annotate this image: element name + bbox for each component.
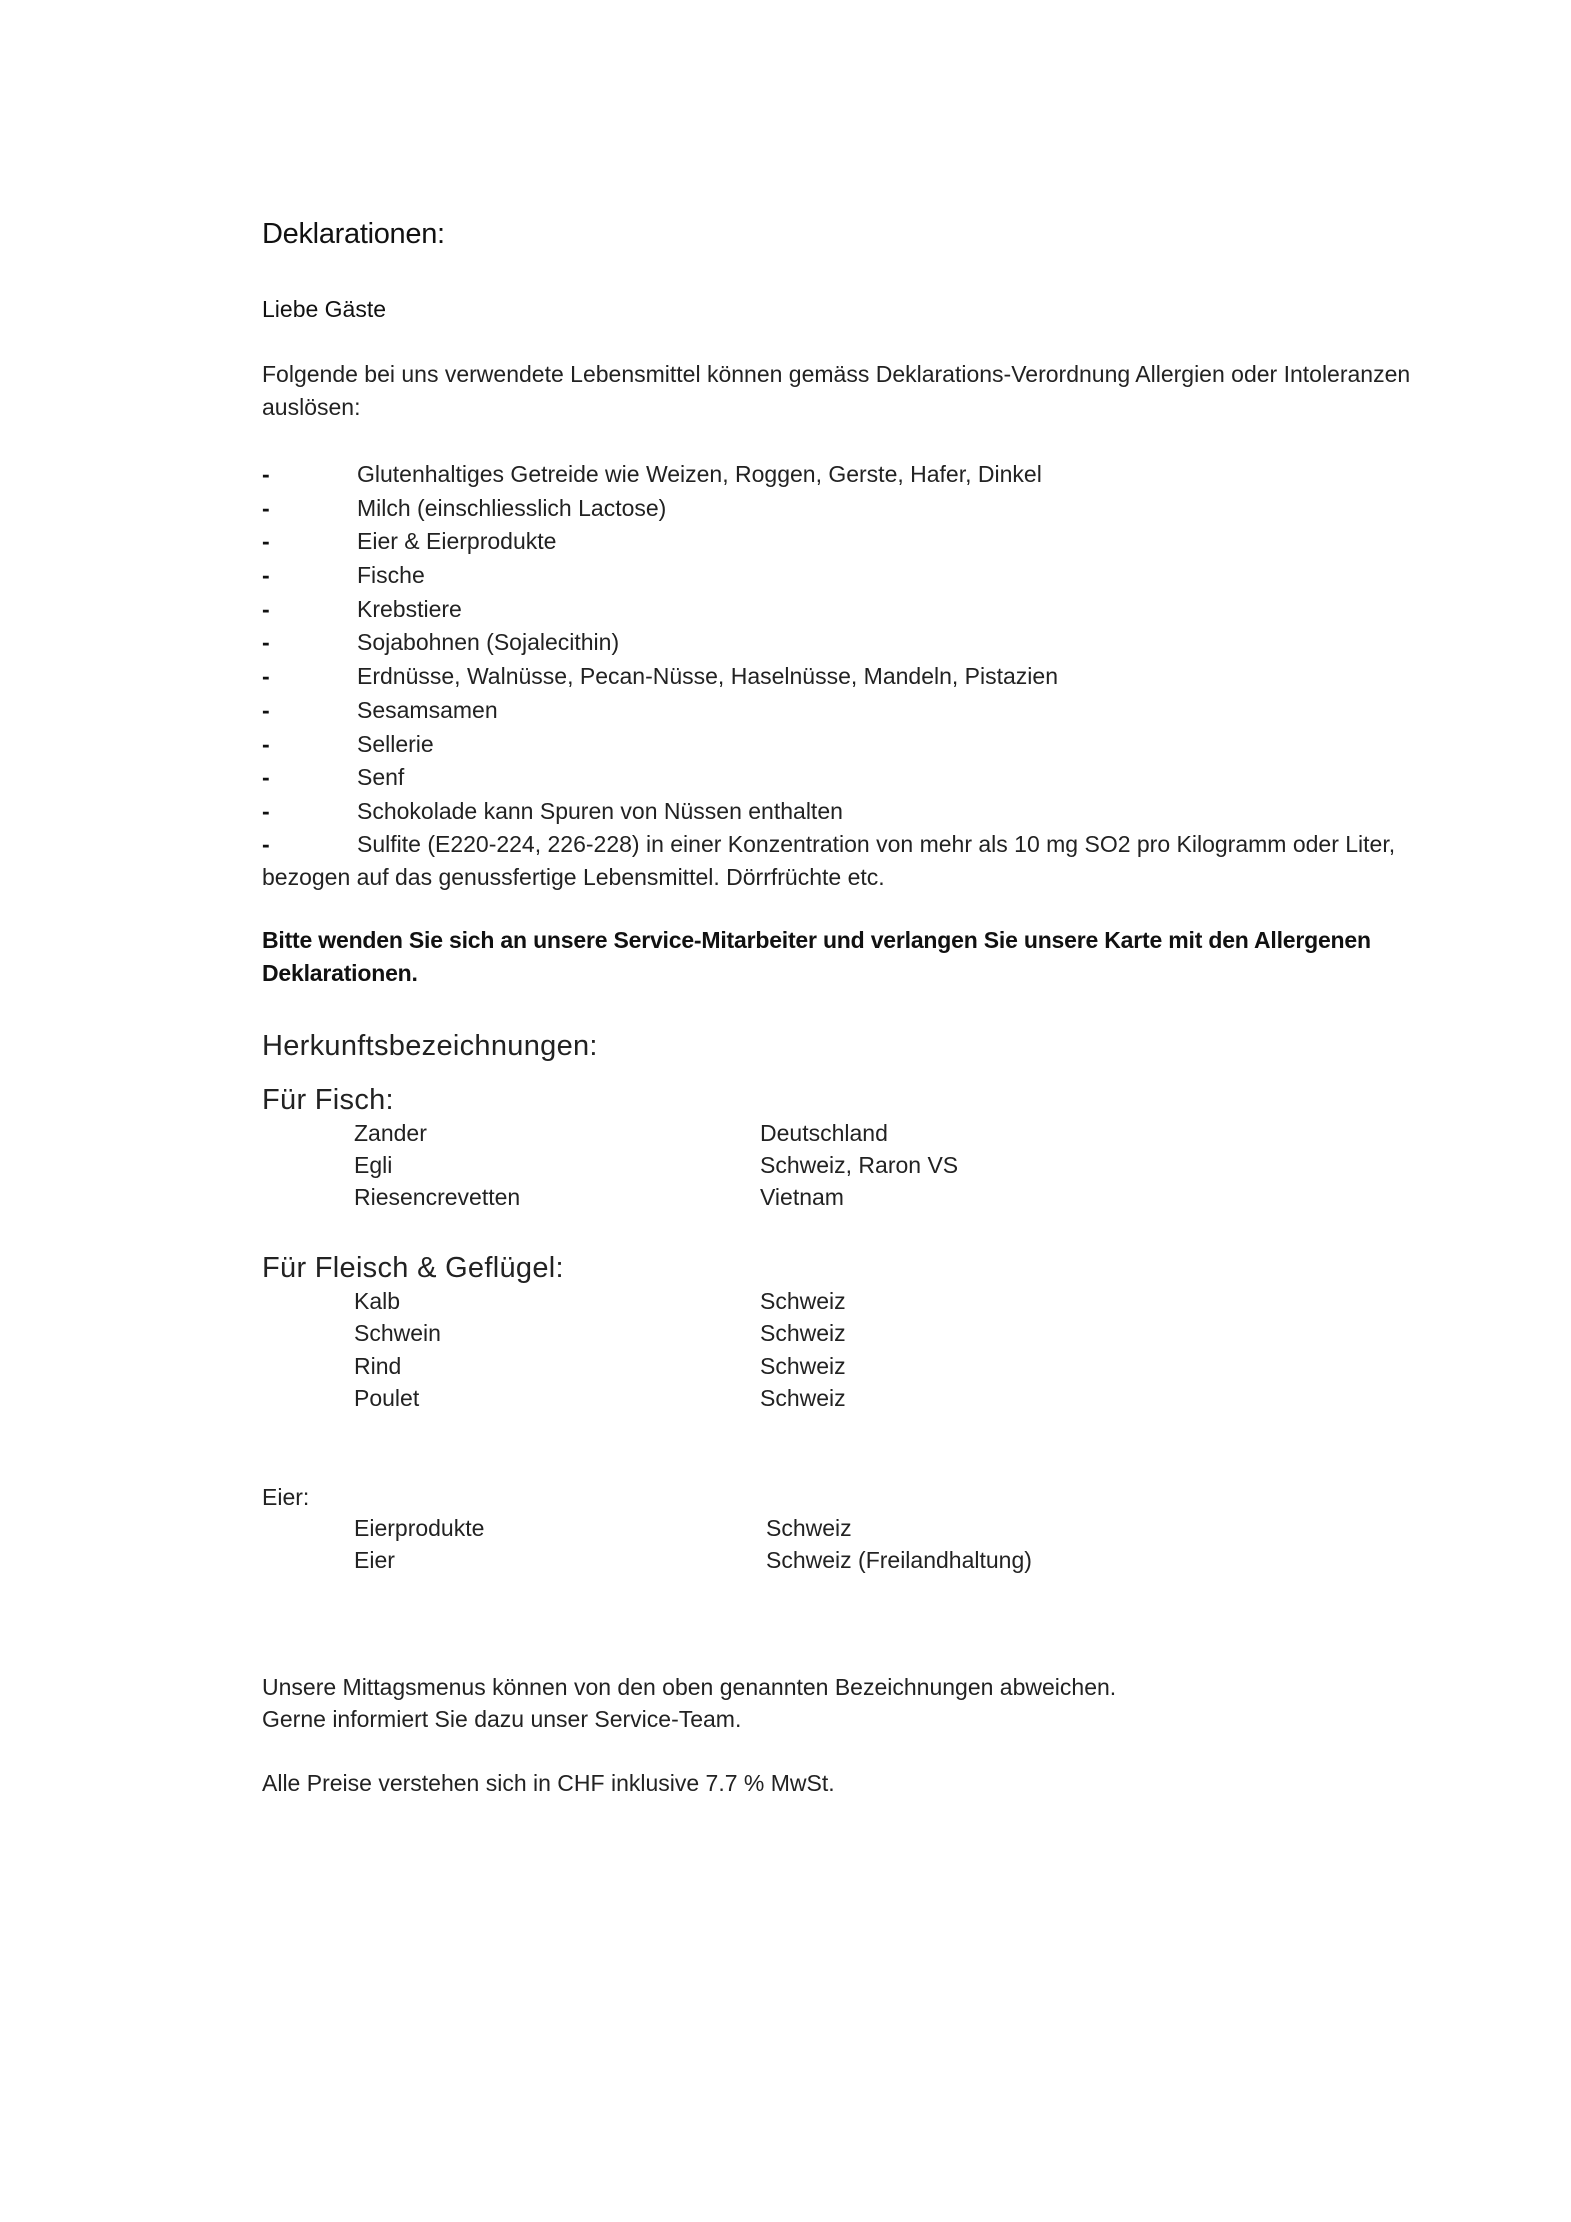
list-item [262, 525, 1492, 559]
bullet-dash: - [262, 461, 270, 487]
origin-country: Schweiz [766, 1515, 852, 1541]
list-item [262, 626, 1492, 660]
bullet-dash: - [262, 663, 270, 690]
bullet-dash: - [262, 797, 270, 824]
origin-country: Vietnam [760, 1184, 844, 1210]
allergen-label: Eier & Eierprodukte [357, 528, 557, 555]
allergen-label: Glutenhaltiges Getreide wie Weizen, Roggen, Gerste, Hafer, Dinkel [357, 461, 1042, 487]
origin-country: Schweiz [760, 1353, 846, 1379]
greeting: Liebe Gäste [262, 296, 387, 322]
bullet-dash: - [262, 764, 270, 791]
intro-paragraph: Folgende bei uns verwendete Lebensmittel können gemäss Deklarations-Verordnung Allergien oder Intoleranzen auslösen: [262, 361, 1411, 420]
footer-note-line1: Unsere Mittagsmenus können von den oben genannten Bezeichnungen abweichen. [262, 1674, 1117, 1700]
list-item [262, 761, 1492, 795]
footer-note-line2: Gerne informiert Sie dazu unser Service-Team. [262, 1706, 742, 1732]
origin-country: Schweiz [760, 1385, 846, 1411]
bullet-dash: - [262, 494, 270, 521]
list-item [262, 660, 1492, 694]
allergen-label: Sesamsamen [357, 696, 498, 723]
allergen-list [262, 458, 1492, 829]
origin-country: Schweiz, Raron VS [760, 1152, 959, 1178]
sulfite-text-line1: Sulfite (E220-224, 226-228) in einer Konzentration von mehr als 10 mg SO2 pro Kilogramm oder Liter, [357, 831, 1396, 857]
bullet-dash: - [262, 595, 270, 622]
allergen-label: Sojabohnen (Sojalecithin) [357, 629, 620, 656]
list-item [262, 694, 1492, 728]
bullet-dash: - [262, 730, 270, 757]
product-name: Poulet [354, 1385, 420, 1411]
bullet-dash: - [262, 696, 270, 723]
allergen-label: Milch (einschliesslich Lactose) [357, 494, 667, 521]
allergen-label: Schokolade kann Spuren von Nüssen enthalten [357, 797, 843, 824]
product-name: Zander [354, 1120, 427, 1146]
allergen-label: Krebstiere [357, 595, 462, 622]
product-name: Riesencrevetten [354, 1184, 521, 1210]
product-name: Rind [354, 1353, 402, 1379]
fish-heading: Für Fisch: [262, 1084, 394, 1116]
sulfite-text-line2: bezogen auf das genussfertige Lebensmittel. Dörrfrüchte etc. [262, 864, 885, 890]
origin-heading: Herkunftsbezeichnungen: [262, 1030, 598, 1062]
bullet-dash: - [262, 562, 270, 589]
allergen-label: Senf [357, 764, 405, 791]
allergen-notice: Bitte wenden Sie sich an unsere Service-Mitarbeiter und verlangen Sie unsere Karte mit den Allergenen Deklarationen. [262, 927, 1371, 986]
bullet-dash: - [262, 528, 270, 555]
meat-heading: Für Fleisch & Geflügel: [262, 1252, 564, 1284]
price-note: Alle Preise verstehen sich in CHF inklusive 7.7 % MwSt. [262, 1770, 835, 1796]
list-item [262, 593, 1492, 627]
list-item [262, 795, 1492, 829]
bullet-dash: - [262, 831, 270, 857]
origin-country: Schweiz [760, 1320, 846, 1346]
eggs-heading: Eier: [262, 1484, 310, 1510]
list-item [262, 458, 1492, 492]
origin-country: Deutschland [760, 1120, 888, 1146]
list-item [262, 728, 1492, 762]
allergen-label: Sellerie [357, 730, 434, 757]
page-title: Deklarationen: [262, 218, 445, 250]
list-item [262, 492, 1492, 526]
list-item [262, 559, 1492, 593]
origin-country: Schweiz [760, 1288, 846, 1314]
product-name: Egli [354, 1152, 393, 1178]
bullet-dash: - [262, 629, 270, 656]
allergen-label: Erdnüsse, Walnüsse, Pecan-Nüsse, Haselnüsse, Mandeln, Pistazien [357, 663, 1058, 690]
product-name: Schwein [354, 1320, 441, 1346]
product-name: Kalb [354, 1288, 401, 1314]
origin-country: Schweiz (Freilandhaltung) [766, 1547, 1032, 1573]
allergen-label: Fische [357, 562, 425, 589]
product-name: Eierprodukte [354, 1515, 485, 1541]
product-name: Eier [354, 1547, 395, 1573]
